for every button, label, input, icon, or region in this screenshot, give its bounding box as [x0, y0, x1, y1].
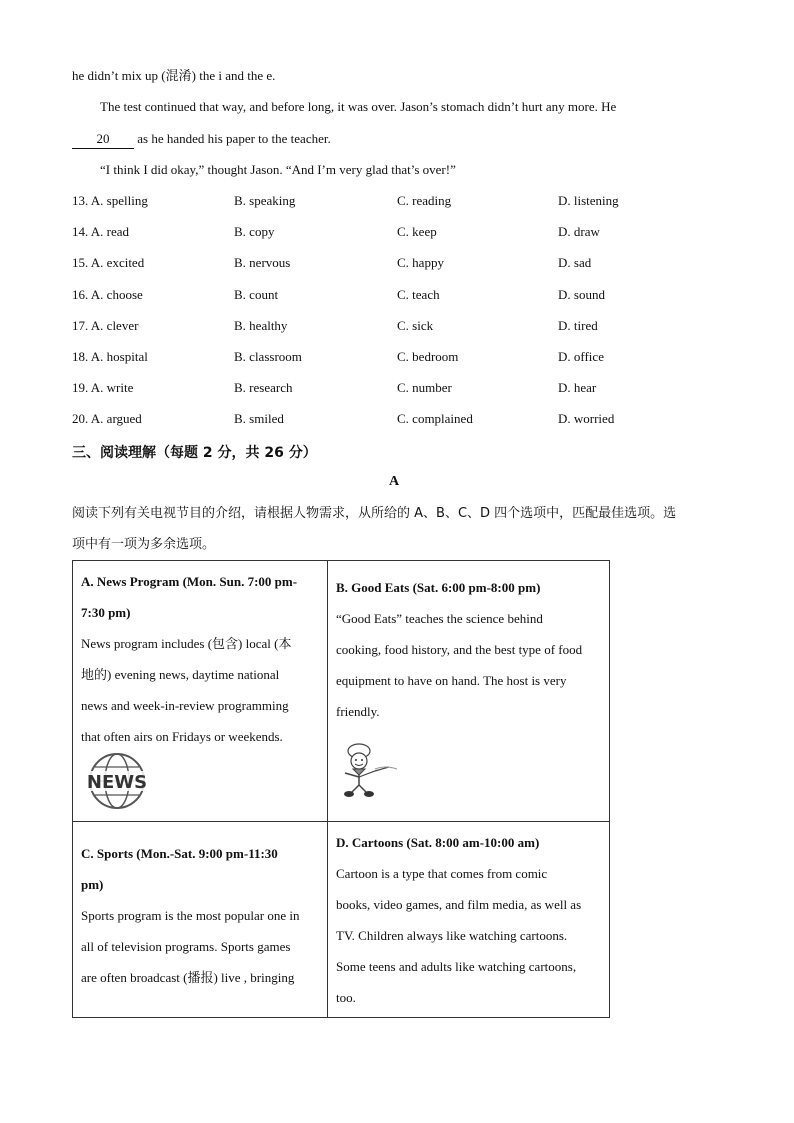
option-row-19: [72, 379, 712, 397]
card-title: pm): [81, 877, 104, 892]
card-text: equipment to have on hand. The host is very: [336, 673, 567, 688]
option-a: 14. A. read: [72, 224, 130, 239]
option-b: B. classroom: [234, 349, 302, 364]
card-text: News program includes (包含) local (本: [81, 636, 292, 651]
option-c: C. happy: [397, 255, 444, 270]
option-b: B. copy: [234, 224, 275, 239]
card-title: B. Good Eats (Sat. 6:00 pm-8:00 pm): [336, 580, 541, 595]
option-d: D. worried: [558, 411, 615, 426]
option-c: C. sick: [397, 318, 434, 333]
card-cartoons: [336, 827, 604, 1013]
instructions-line: 项中有一项为多余选项。: [72, 537, 216, 552]
card-text: too.: [336, 990, 356, 1005]
news-icon-text: NEWS: [86, 772, 148, 793]
passage-line: “I think I did okay,” thought Jason. “And I’m very glad that’s over!”: [100, 162, 456, 177]
option-c: C. number: [397, 380, 452, 395]
option-c: C. reading: [397, 193, 452, 208]
option-b: B. healthy: [234, 318, 288, 333]
option-d: D. sad: [558, 255, 592, 270]
card-text: are often broadcast (播报) live , bringing: [81, 970, 295, 985]
news-globe-icon: [81, 751, 153, 811]
option-b: B. smiled: [234, 411, 284, 426]
option-a: 15. A. excited: [72, 255, 145, 270]
option-b: B. research: [234, 380, 293, 395]
section-title: 三、阅读理解（每题 2 分，共 26 分）: [72, 445, 317, 461]
part-label: A: [389, 474, 400, 489]
answer-blank-20: 20: [72, 130, 134, 149]
card-text: Some teens and adults like watching cartoons,: [336, 959, 577, 974]
card-title: C. Sports (Mon.-Sat. 9:00 pm-11:30: [81, 846, 278, 861]
option-row-14: [72, 223, 712, 241]
option-d: D. sound: [558, 287, 605, 302]
card-sports: [81, 838, 317, 993]
option-row-13: [72, 192, 712, 210]
option-a: 13. A. spelling: [72, 193, 148, 208]
passage-line-with-blank: [72, 130, 331, 149]
card-title: 7:30 pm): [81, 605, 131, 620]
option-row-18: [72, 348, 712, 366]
option-d: D. tired: [558, 318, 598, 333]
passage-line: The test continued that way, and before long, it was over. Jason’s stomach didn’t hurt any more. He: [100, 99, 617, 114]
option-c: C. bedroom: [397, 349, 459, 364]
card-title: A. News Program (Mon. Sun. 7:00 pm-: [81, 574, 298, 589]
card-good-eats: [336, 572, 604, 727]
card-text: 地的) evening news, daytime national: [81, 667, 280, 682]
option-a: 18. A. hospital: [72, 349, 148, 364]
option-d: D. office: [558, 349, 604, 364]
card-text: Cartoon is a type that comes from comic: [336, 866, 548, 881]
card-text: cooking, food history, and the best type of food: [336, 642, 583, 657]
card-text: news and week-in-review programming: [81, 698, 289, 713]
option-d: D. draw: [558, 224, 600, 239]
passage-line-rest: as he handed his paper to the teacher.: [137, 131, 331, 146]
option-row-20: [72, 410, 712, 428]
option-a: 16. A. choose: [72, 287, 143, 302]
option-d: D. hear: [558, 380, 597, 395]
instructions-line: 阅读下列有关电视节目的介绍，请根据人物需求，从所给的 A、B、C、D 四个选项中，匹配最佳选项。选: [72, 506, 677, 521]
card-text: “Good Eats” teaches the science behind: [336, 611, 543, 626]
option-c: C. keep: [397, 224, 437, 239]
option-a: 19. A. write: [72, 380, 134, 395]
card-text: friendly.: [336, 704, 380, 719]
card-text: books, video games, and film media, as well as: [336, 897, 582, 912]
card-text: TV. Children always like watching cartoons.: [336, 928, 568, 943]
card-text: all of television programs. Sports games: [81, 939, 291, 954]
option-a: 17. A. clever: [72, 318, 139, 333]
card-text: Sports program is the most popular one in: [81, 908, 300, 923]
table-divider: [327, 561, 328, 1017]
option-row-15: [72, 254, 712, 272]
card-news-program: [81, 566, 317, 752]
option-b: B. speaking: [234, 193, 296, 208]
option-c: C. complained: [397, 411, 473, 426]
option-b: B. nervous: [234, 255, 291, 270]
option-d: D. listening: [558, 193, 619, 208]
card-title: D. Cartoons (Sat. 8:00 am-10:00 am): [336, 835, 540, 850]
cartoon-chef-icon: [335, 739, 405, 799]
program-table: [72, 560, 610, 1018]
option-c: C. teach: [397, 287, 440, 302]
option-b: B. count: [234, 287, 279, 302]
option-row-17: [72, 317, 712, 335]
option-row-16: [72, 286, 712, 304]
card-text: that often airs on Fridays or weekends.: [81, 729, 283, 744]
table-divider: [73, 821, 609, 822]
option-a: 20. A. argued: [72, 411, 142, 426]
passage-line: he didn’t mix up (混淆) the i and the e.: [72, 68, 276, 83]
